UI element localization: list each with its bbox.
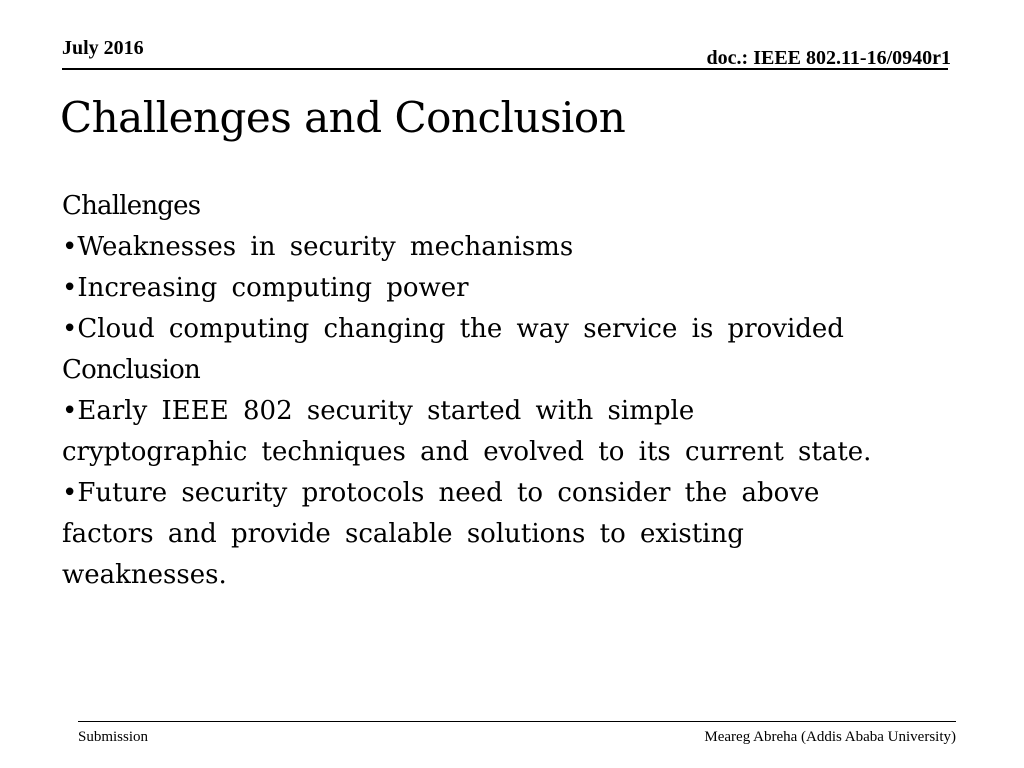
bullet-icon: • [62,314,78,344]
document-id: doc.: IEEE 802.11-16/0940r1 [706,47,951,69]
footer-submission: Submission [78,729,149,745]
bullet-icon: • [62,273,78,303]
challenge-text: Increasing computing power [77,273,469,303]
challenge-bullet [62,268,962,309]
header-divider [62,68,948,70]
challenge-bullet [62,309,962,350]
conclusion-heading: Conclusion [62,355,200,385]
bullet-icon: • [62,478,78,508]
challenge-bullet [62,227,962,268]
header-date: July 2016 [62,37,144,59]
challenge-text: Weaknesses in security mechanisms [77,232,574,262]
footer-divider [78,721,956,722]
conclusion-text: Early IEEE 802 security started with simple cryptographic techniques and evolved to its current state. [62,396,872,467]
conclusion-bullet [62,391,892,473]
conclusion-text: Future security protocols need to consider the above factors and provide scalable solutions to existing weaknesses. [62,478,820,590]
footer-author: Meareg Abreha (Addis Ababa University) [704,729,956,745]
bullet-icon: • [62,396,78,426]
challenges-heading: Challenges [62,191,201,221]
slide-body [62,186,962,596]
slide-title: Challenges and Conclusion [60,93,626,142]
challenge-text: Cloud computing changing the way service is provided [77,314,844,344]
bullet-icon: • [62,232,78,262]
conclusion-bullet [62,473,912,596]
